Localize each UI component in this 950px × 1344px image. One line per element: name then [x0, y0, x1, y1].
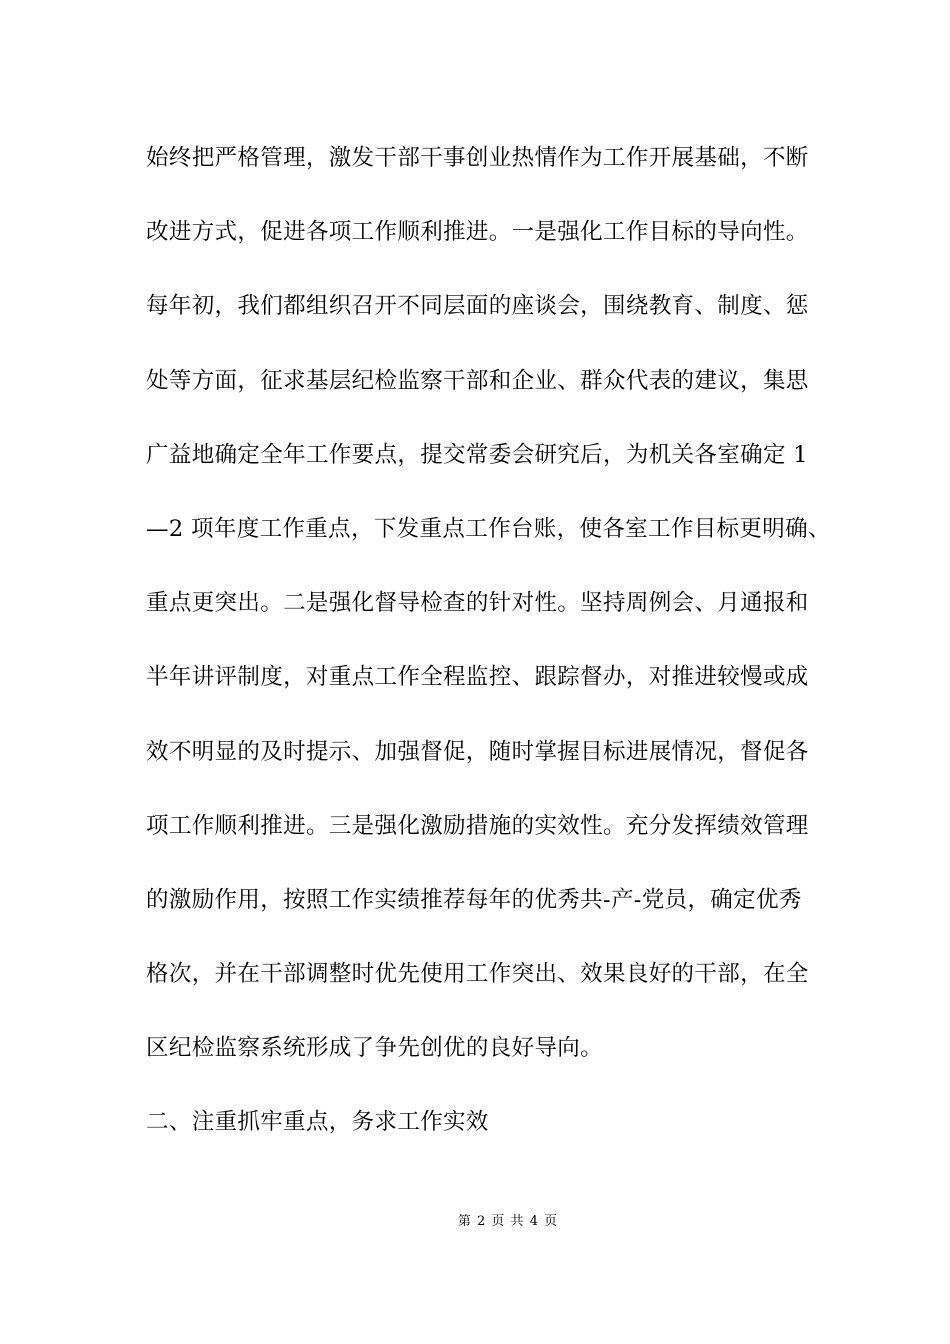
paragraph-line: 的激励作用，按照工作实绩推荐每年的优秀共-产-党员，确定优秀: [146, 886, 802, 913]
paragraph-line: 项工作顺利推进。三是强化激励措施的实效性。充分发挥绩效管理: [146, 812, 809, 839]
paragraph-line: 格次，并在干部调整时优先使用工作突出、效果良好的干部，在全: [146, 961, 809, 988]
paragraph-line: 区纪检监察系统形成了争先创优的良好导向。: [146, 1035, 604, 1062]
paragraph-line: 每年初，我们都组织召开不同层面的座谈会，围绕教育、制度、惩: [146, 293, 809, 320]
paragraph-line: —2 项年度工作重点，下发重点工作台账，使各室工作目标更明确、: [146, 515, 831, 542]
document-body: [146, 134, 831, 1173]
section-heading: 二、注重抓牢重点，务求工作实效: [146, 1109, 489, 1136]
paragraph-line: 始终把严格管理，激发干部干事创业热情作为工作开展基础，不断: [146, 145, 809, 171]
paragraph-line: 广益地确定全年工作要点，提交常委会研究后，为机关各室确定 1: [146, 441, 808, 468]
page-number: 第 2 页 共 4 页: [457, 1214, 559, 1229]
paragraph-line: 改进方式，促进各项工作顺利推进。一是强化工作目标的导向性。: [146, 219, 809, 246]
paragraph-line: 效不明显的及时提示、加强督促，随时掌握目标进展情况，督促各: [146, 738, 809, 765]
paragraph-line: 重点更突出。二是强化督导检查的针对性。坚持周例会、月通报和: [146, 590, 809, 617]
paragraph-line: 处等方面，征求基层纪检监察干部和企业、群众代表的建议，集思: [146, 367, 809, 394]
page-footer: [0, 1210, 950, 1229]
paragraph-line: 半年讲评制度，对重点工作全程监控、跟踪督办，对推进较慢或成: [146, 664, 809, 691]
